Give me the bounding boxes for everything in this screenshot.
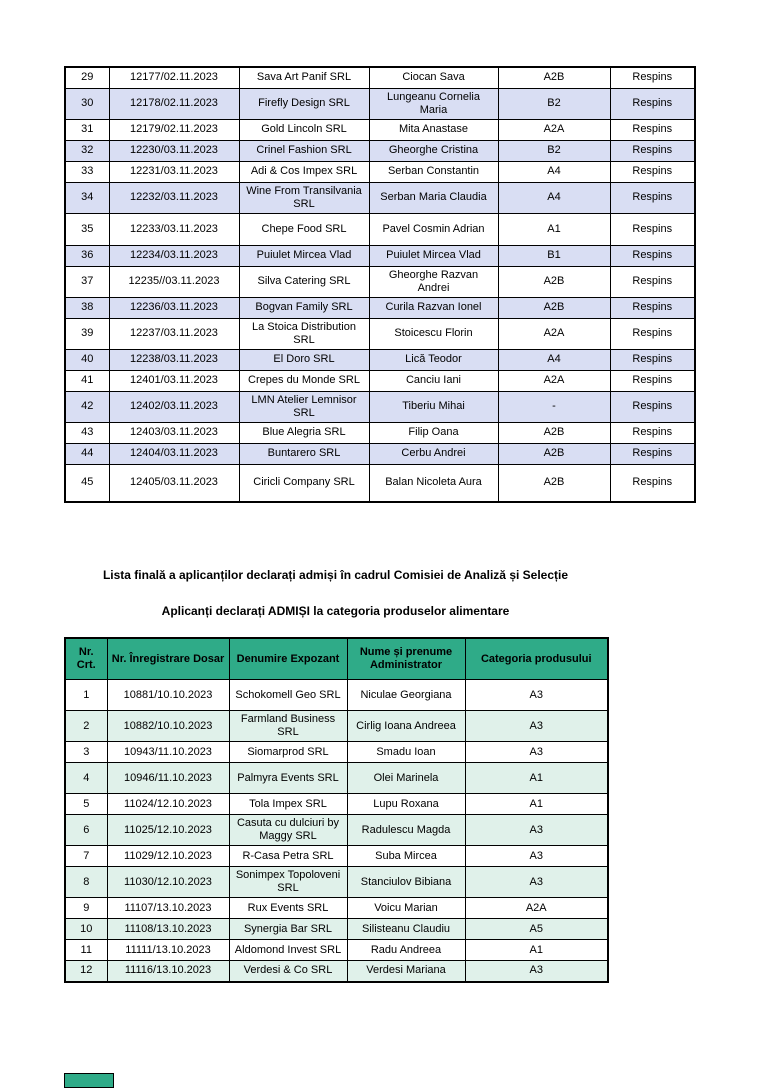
cell-status: Respins [610, 245, 695, 266]
cell-dosar: 12232/03.11.2023 [109, 182, 239, 213]
cell-administrator: Ciocan Sava [369, 67, 498, 88]
col-header-expozant: Denumire Expozant [229, 638, 347, 680]
cell-administrator: Radu Andreea [347, 940, 465, 961]
cell-categoria: - [498, 391, 610, 422]
cell-nr: 11 [65, 940, 107, 961]
cell-dosar: 11108/13.10.2023 [107, 919, 229, 940]
cell-dosar: 12177/02.11.2023 [109, 67, 239, 88]
cell-expozant: Aldomond Invest SRL [229, 940, 347, 961]
table-row [65, 742, 608, 763]
cell-status: Respins [610, 391, 695, 422]
cell-status: Respins [610, 161, 695, 182]
cell-dosar: 12237/03.11.2023 [109, 318, 239, 349]
col-header-categoria: Categoria produsului [465, 638, 608, 680]
cell-nr: 12 [65, 961, 107, 982]
cell-categoria: A2B [498, 422, 610, 443]
cell-categoria: A2B [498, 464, 610, 502]
table-row [65, 88, 695, 119]
cell-categoria: A2A [498, 370, 610, 391]
table-row [65, 297, 695, 318]
cell-dosar: 11024/12.10.2023 [107, 794, 229, 815]
cell-categoria: A4 [498, 182, 610, 213]
cell-administrator: Mita Anastase [369, 119, 498, 140]
cell-administrator: Smadu Ioan [347, 742, 465, 763]
table-row [65, 318, 695, 349]
cell-nr: 5 [65, 794, 107, 815]
cell-expozant: Siomarprod SRL [229, 742, 347, 763]
table-row [65, 213, 695, 245]
cell-administrator: Lupu Roxana [347, 794, 465, 815]
cell-categoria: A2A [465, 898, 608, 919]
cell-nr: 10 [65, 919, 107, 940]
table-row [65, 919, 608, 940]
cell-dosar: 10943/11.10.2023 [107, 742, 229, 763]
cell-categoria: A3 [465, 867, 608, 898]
cell-administrator: Serban Constantin [369, 161, 498, 182]
cell-categoria: A4 [498, 349, 610, 370]
cell-dosar: 10881/10.10.2023 [107, 680, 229, 711]
cell-expozant: La Stoica Distribution SRL [239, 318, 369, 349]
table-row [65, 940, 608, 961]
table-row [65, 711, 608, 742]
table-row [65, 422, 695, 443]
admitted-category-heading: Aplicanți declarați ADMIȘI la categoria produselor alimentare [161, 604, 510, 618]
table-row [65, 680, 608, 711]
cell-nr: 44 [65, 443, 109, 464]
cell-administrator: Stanciulov Bibiana [347, 867, 465, 898]
cell-categoria: A1 [498, 213, 610, 245]
cell-dosar: 12178/02.11.2023 [109, 88, 239, 119]
cell-expozant: Gold Lincoln SRL [239, 119, 369, 140]
cell-nr: 8 [65, 867, 107, 898]
table-row [65, 815, 608, 846]
cell-dosar: 11029/12.10.2023 [107, 846, 229, 867]
cell-categoria: A2A [498, 318, 610, 349]
cell-status: Respins [610, 464, 695, 502]
cell-expozant: Crinel Fashion SRL [239, 140, 369, 161]
cell-nr: 41 [65, 370, 109, 391]
cell-dosar: 12405/03.11.2023 [109, 464, 239, 502]
cell-nr: 40 [65, 349, 109, 370]
cell-nr: 9 [65, 898, 107, 919]
cell-expozant: Sava Art Panif SRL [239, 67, 369, 88]
cell-nr: 37 [65, 266, 109, 297]
cell-expozant: El Doro SRL [239, 349, 369, 370]
cell-expozant: Rux Events SRL [229, 898, 347, 919]
table-row [65, 349, 695, 370]
cell-expozant: Crepes du Monde SRL [239, 370, 369, 391]
cell-categoria: A2B [498, 297, 610, 318]
cell-dosar: 12234/03.11.2023 [109, 245, 239, 266]
cell-administrator: Lungeanu Cornelia Maria [369, 88, 498, 119]
cell-nr: 31 [65, 119, 109, 140]
cell-nr: 29 [65, 67, 109, 88]
cell-expozant: R-Casa Petra SRL [229, 846, 347, 867]
col-header-nr-crt: Nr. Crt. [65, 638, 107, 680]
cell-expozant: Ciricli Company SRL [239, 464, 369, 502]
cell-expozant: Farmland Business SRL [229, 711, 347, 742]
table-row [65, 898, 608, 919]
cell-status: Respins [610, 318, 695, 349]
cell-categoria: A3 [465, 711, 608, 742]
cell-expozant: Silva Catering SRL [239, 266, 369, 297]
cell-nr: 34 [65, 182, 109, 213]
cell-dosar: 12236/03.11.2023 [109, 297, 239, 318]
cell-nr: 2 [65, 711, 107, 742]
cell-dosar: 12233/03.11.2023 [109, 213, 239, 245]
cell-administrator: Balan Nicoleta Aura [369, 464, 498, 502]
cell-dosar: 12401/03.11.2023 [109, 370, 239, 391]
cell-status: Respins [610, 266, 695, 297]
cell-nr: 42 [65, 391, 109, 422]
final-list-heading: Lista finală a aplicanților declarați admiși în cadrul Comisiei de Analiză și Selecție [102, 568, 569, 582]
cell-expozant: LMN Atelier Lemnisor SRL [239, 391, 369, 422]
cell-nr: 35 [65, 213, 109, 245]
cell-categoria: A3 [465, 815, 608, 846]
cell-administrator: Niculae Georgiana [347, 680, 465, 711]
col-header-administrator: Nume și prenume Administrator [347, 638, 465, 680]
cell-nr: 33 [65, 161, 109, 182]
table-row [65, 266, 695, 297]
table-row [65, 763, 608, 794]
table-row [65, 464, 695, 502]
cell-nr: 45 [65, 464, 109, 502]
admitted-applicants-table [64, 637, 609, 983]
cell-categoria: A3 [465, 846, 608, 867]
cell-categoria: A2B [498, 67, 610, 88]
cell-administrator: Verdesi Mariana [347, 961, 465, 982]
cell-dosar: 10882/10.10.2023 [107, 711, 229, 742]
cell-administrator: Cerbu Andrei [369, 443, 498, 464]
table-row [65, 391, 695, 422]
cell-categoria: A1 [465, 763, 608, 794]
table-row [65, 119, 695, 140]
table-row [65, 161, 695, 182]
cell-categoria: A1 [465, 940, 608, 961]
cell-categoria: B2 [498, 88, 610, 119]
cell-administrator: Gheorghe Razvan Andrei [369, 266, 498, 297]
cell-administrator: Silisteanu Claudiu [347, 919, 465, 940]
cell-administrator: Canciu Iani [369, 370, 498, 391]
cell-administrator: Olei Marinela [347, 763, 465, 794]
cell-dosar: 12403/03.11.2023 [109, 422, 239, 443]
cell-administrator: Radulescu Magda [347, 815, 465, 846]
cell-expozant: Firefly Design SRL [239, 88, 369, 119]
cell-nr: 43 [65, 422, 109, 443]
cell-dosar: 11107/13.10.2023 [107, 898, 229, 919]
cell-administrator: Serban Maria Claudia [369, 182, 498, 213]
cell-dosar: 12231/03.11.2023 [109, 161, 239, 182]
cell-status: Respins [610, 140, 695, 161]
cell-administrator: Pavel Cosmin Adrian [369, 213, 498, 245]
cell-status: Respins [610, 443, 695, 464]
cell-dosar: 12230/03.11.2023 [109, 140, 239, 161]
cell-dosar: 11116/13.10.2023 [107, 961, 229, 982]
cell-administrator: Gheorghe Cristina [369, 140, 498, 161]
cell-expozant: Schokomell Geo SRL [229, 680, 347, 711]
cell-categoria: A3 [465, 680, 608, 711]
cell-dosar: 11030/12.10.2023 [107, 867, 229, 898]
cell-categoria: A3 [465, 961, 608, 982]
admitted-table-header-row [65, 638, 608, 680]
cell-expozant: Wine From Transilvania SRL [239, 182, 369, 213]
cell-expozant: Casuta cu dulciuri by Maggy SRL [229, 815, 347, 846]
cell-expozant: Synergia Bar SRL [229, 919, 347, 940]
cell-dosar: 11025/12.10.2023 [107, 815, 229, 846]
col-header-nr-dosar: Nr. Înregistrare Dosar [107, 638, 229, 680]
cell-expozant: Sonimpex Topoloveni SRL [229, 867, 347, 898]
table-row [65, 867, 608, 898]
cell-categoria: A2B [498, 266, 610, 297]
table-row [65, 67, 695, 88]
cell-administrator: Voicu Marian [347, 898, 465, 919]
cell-dosar: 12402/03.11.2023 [109, 391, 239, 422]
cell-categoria: A2B [498, 443, 610, 464]
cell-nr: 36 [65, 245, 109, 266]
cell-status: Respins [610, 297, 695, 318]
cell-administrator: Filip Oana [369, 422, 498, 443]
cell-status: Respins [610, 67, 695, 88]
table-row [65, 443, 695, 464]
table-row [65, 846, 608, 867]
cell-administrator: Curila Razvan Ionel [369, 297, 498, 318]
table-row [65, 961, 608, 982]
cell-status: Respins [610, 349, 695, 370]
cell-expozant: Blue Alegria SRL [239, 422, 369, 443]
table-row [65, 245, 695, 266]
cell-nr: 7 [65, 846, 107, 867]
rejected-applicants-table [64, 66, 696, 503]
cell-categoria: A3 [465, 742, 608, 763]
cell-administrator: Suba Mircea [347, 846, 465, 867]
cell-categoria: A5 [465, 919, 608, 940]
cell-status: Respins [610, 422, 695, 443]
cell-nr: 38 [65, 297, 109, 318]
cell-nr: 4 [65, 763, 107, 794]
table-row [65, 370, 695, 391]
table-row [65, 140, 695, 161]
cell-dosar: 10946/11.10.2023 [107, 763, 229, 794]
cell-expozant: Verdesi & Co SRL [229, 961, 347, 982]
cell-status: Respins [610, 370, 695, 391]
cell-status: Respins [610, 213, 695, 245]
cell-expozant: Tola Impex SRL [229, 794, 347, 815]
cell-administrator: Cirlig Ioana Andreea [347, 711, 465, 742]
cell-dosar: 12179/02.11.2023 [109, 119, 239, 140]
cell-nr: 39 [65, 318, 109, 349]
cell-nr: 32 [65, 140, 109, 161]
cell-expozant: Puiulet Mircea Vlad [239, 245, 369, 266]
cell-expozant: Buntarero SRL [239, 443, 369, 464]
cell-expozant: Palmyra Events SRL [229, 763, 347, 794]
cell-administrator: Puiulet Mircea Vlad [369, 245, 498, 266]
cell-dosar: 11111/13.10.2023 [107, 940, 229, 961]
table-row [65, 794, 608, 815]
cell-administrator: Stoicescu Florin [369, 318, 498, 349]
table-row [65, 182, 695, 213]
cell-categoria: A1 [465, 794, 608, 815]
cell-nr: 1 [65, 680, 107, 711]
cell-administrator: Tiberiu Mihai [369, 391, 498, 422]
cell-categoria: A4 [498, 161, 610, 182]
cell-expozant: Adi & Cos Impex SRL [239, 161, 369, 182]
cell-status: Respins [610, 182, 695, 213]
cell-administrator: Lică Teodor [369, 349, 498, 370]
cell-nr: 30 [65, 88, 109, 119]
cell-nr: 6 [65, 815, 107, 846]
cell-expozant: Bogvan Family SRL [239, 297, 369, 318]
cell-status: Respins [610, 88, 695, 119]
cell-dosar: 12238/03.11.2023 [109, 349, 239, 370]
cell-categoria: B1 [498, 245, 610, 266]
cell-nr: 3 [65, 742, 107, 763]
cell-dosar: 12235//03.11.2023 [109, 266, 239, 297]
cell-categoria: A2A [498, 119, 610, 140]
cell-dosar: 12404/03.11.2023 [109, 443, 239, 464]
cell-status: Respins [610, 119, 695, 140]
cell-expozant: Chepe Food SRL [239, 213, 369, 245]
cell-categoria: B2 [498, 140, 610, 161]
